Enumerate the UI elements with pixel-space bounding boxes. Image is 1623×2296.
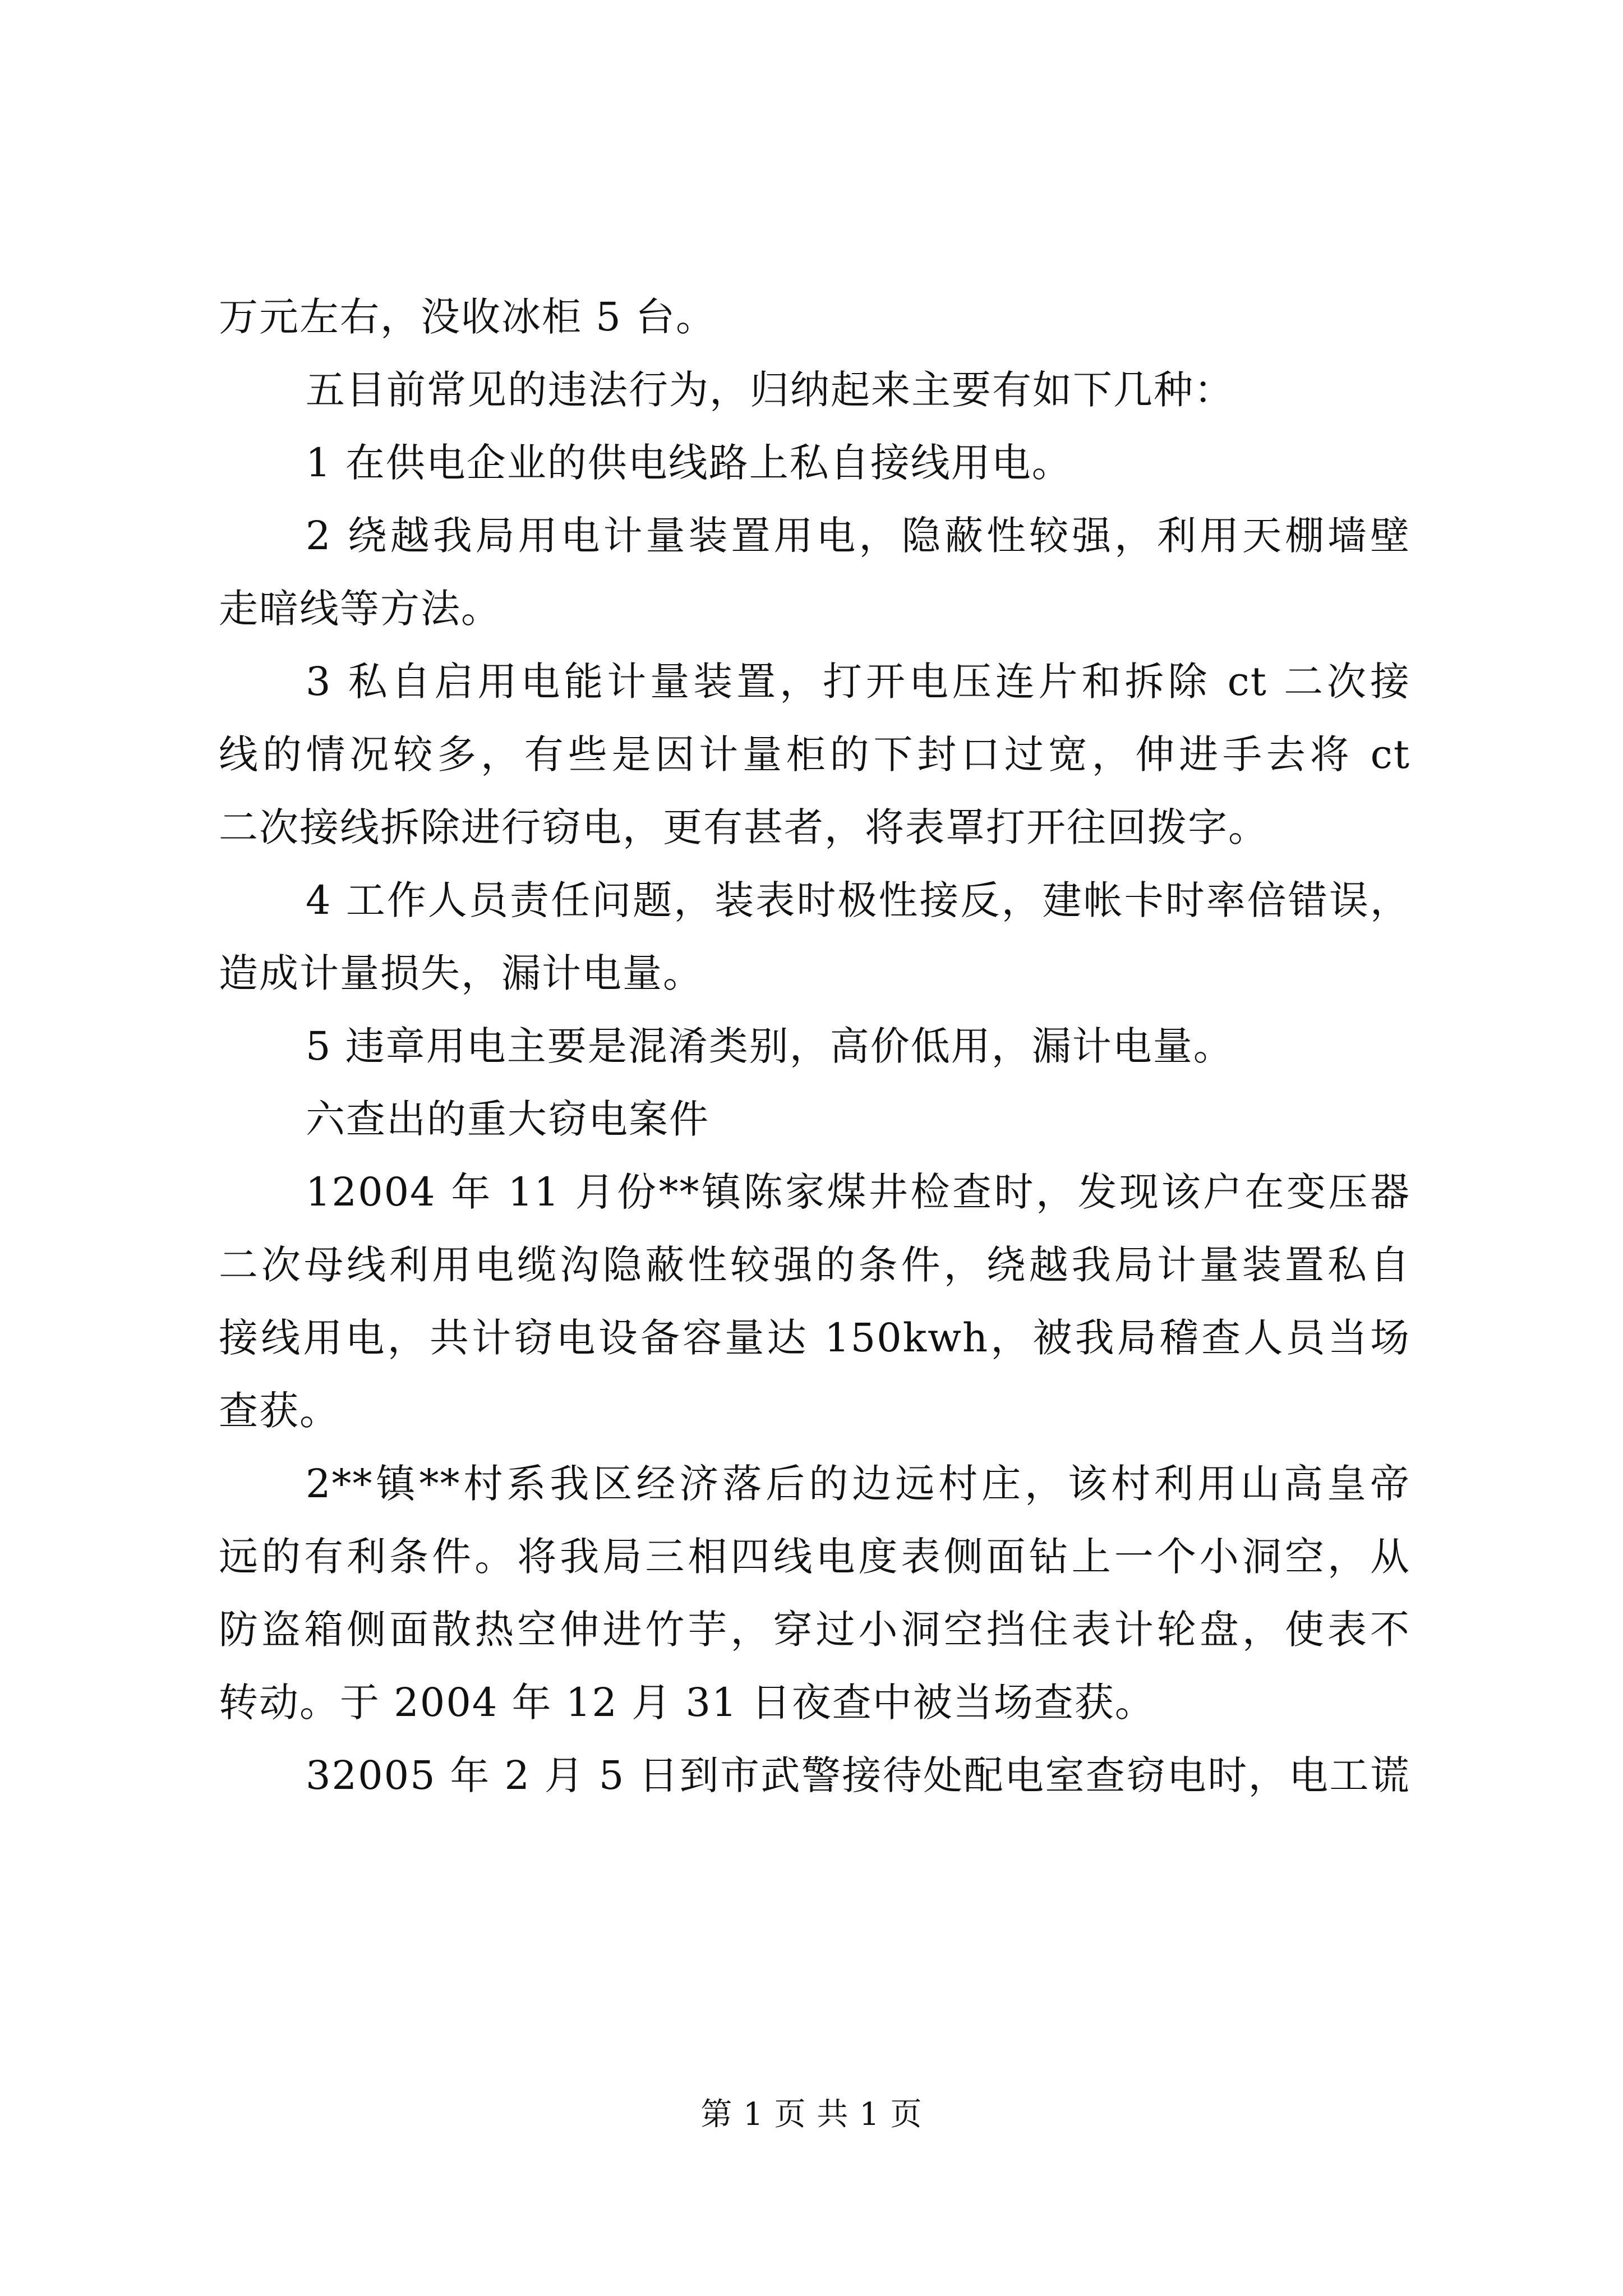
body-text-line: 3 私自启用电能计量装置，打开电压连片和拆除 ct 二次接	[306, 659, 1410, 705]
body-text-line: 1 在供电企业的供电线路上私自接线用电。	[306, 440, 1072, 486]
body-text-line: 32005 年 2 月 5 日到市武警接待处配电室查窃电时，电工谎	[306, 1752, 1410, 1798]
body-text-line: 二次接线拆除进行窃电，更有甚者，将表罩打开往回拨字。	[219, 804, 1269, 850]
body-text-line: 二次母线利用电缆沟隐蔽性较强的条件，绕越我局计量装置私自	[219, 1242, 1410, 1288]
body-text-line: 2 绕越我局用电计量装置用电，隐蔽性较强，利用天棚墙壁	[306, 513, 1410, 559]
body-text-line: 走暗线等方法。	[219, 586, 501, 632]
body-text-line: 防盗箱侧面散热空伸进竹芋，穿过小洞空挡住表计轮盘，使表不	[219, 1607, 1410, 1653]
section-heading: 六查出的重大窃电案件	[306, 1096, 709, 1142]
body-text-line: 12004 年 11 月份**镇陈家煤井检查时，发现该户在变压器	[306, 1169, 1410, 1215]
body-text-line: 4 工作人员责任问题，装表时极性接反，建帐卡时率倍错误，	[306, 877, 1410, 923]
body-text-line: 2**镇**村系我区经济落后的边远村庄，该村利用山高皇帝	[306, 1461, 1410, 1507]
body-text-line: 转动。于 2004 年 12 月 31 日夜查中被当场查获。	[219, 1680, 1155, 1726]
body-text-line: 查获。	[219, 1388, 340, 1434]
body-text-line: 接线用电，共计窃电设备容量达 150kwh，被我局稽查人员当场	[219, 1315, 1410, 1361]
body-text-line: 线的情况较多，有些是因计量柜的下封口过宽，伸进手去将 ct	[219, 731, 1410, 777]
body-text-line: 远的有利条件。将我局三相四线电度表侧面钻上一个小洞空，从	[219, 1534, 1410, 1580]
page-number-footer: 第 1 页 共 1 页	[700, 2096, 923, 2133]
body-text-line: 万元左右，没收冰柜 5 台。	[219, 294, 717, 340]
body-text-line: 五目前常见的违法行为，归纳起来主要有如下几种：	[306, 367, 1234, 413]
body-text-line: 造成计量损失，漏计电量。	[219, 950, 703, 996]
body-text-line: 5 违章用电主要是混淆类别，高价低用，漏计电量。	[306, 1023, 1234, 1069]
